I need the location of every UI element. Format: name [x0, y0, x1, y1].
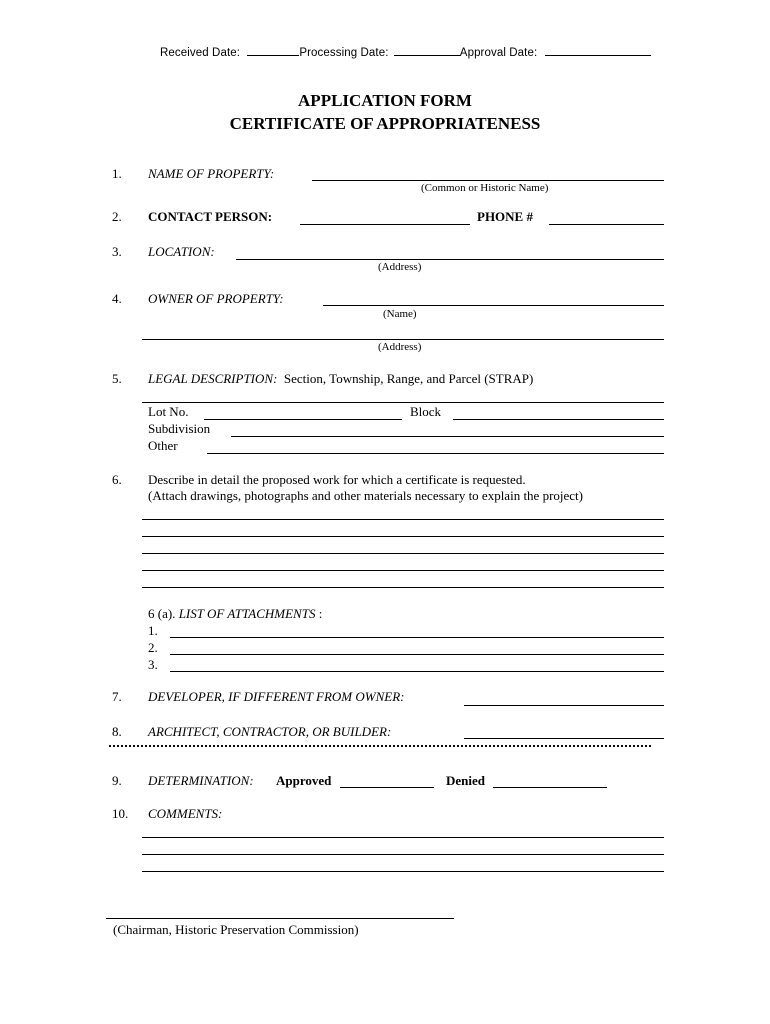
- received-date-field[interactable]: [247, 45, 299, 56]
- comments-label: COMMENTS:: [148, 806, 223, 821]
- name-caption: (Common or Historic Name): [421, 182, 549, 194]
- attachment-field-1[interactable]: [170, 637, 664, 638]
- developer-label: DEVELOPER, IF DIFFERENT FROM OWNER:: [148, 689, 405, 704]
- attachment-number-2: 2.: [148, 640, 158, 655]
- comments-line-3[interactable]: [142, 871, 664, 872]
- denied-label: Denied: [446, 773, 485, 788]
- block-label: Block: [410, 404, 442, 419]
- dotted-separator: [108, 744, 653, 748]
- location-label: LOCATION:: [148, 244, 215, 259]
- subdivision-label: Subdivision: [148, 421, 211, 436]
- owner-name-field[interactable]: [323, 305, 664, 306]
- item-number-3: 3.: [112, 244, 122, 259]
- form-subtitle: CERTIFICATE OF APPROPRIATENESS: [229, 114, 541, 133]
- item-number-5: 5.: [112, 371, 122, 386]
- proposed-work-description: Describe in detail the proposed work for which a certificate is requested.: [148, 472, 526, 487]
- legal-description-field[interactable]: [142, 402, 664, 403]
- legal-description: [148, 371, 533, 387]
- proposed-work-instructions: (Attach drawings, photographs and other materials necessary to explain the project): [148, 488, 583, 503]
- phone-label: PHONE #: [477, 209, 533, 224]
- contact-person-label: CONTACT PERSON:: [148, 209, 273, 224]
- work-line-4[interactable]: [142, 570, 664, 571]
- name-of-property-label: NAME OF PROPERTY:: [148, 166, 275, 181]
- chairman-caption: (Chairman, Historic Preservation Commission): [113, 922, 359, 937]
- work-line-1[interactable]: [142, 519, 664, 520]
- owner-address-field[interactable]: [142, 339, 664, 340]
- architect-field[interactable]: [464, 738, 664, 739]
- block-field[interactable]: [453, 419, 664, 420]
- chairman-signature-field[interactable]: [106, 918, 454, 919]
- processing-date-label: Processing Date:: [299, 47, 389, 59]
- location-field[interactable]: [236, 259, 664, 260]
- list-of-attachments-heading: [148, 606, 322, 622]
- item-number-2: 2.: [112, 209, 122, 224]
- item-number-4: 4.: [112, 291, 122, 306]
- contact-person-field[interactable]: [300, 224, 470, 225]
- owner-of-property-label: OWNER OF PROPERTY:: [148, 291, 284, 306]
- attachments-prefix: 6 (a).: [148, 606, 176, 621]
- processing-date-field[interactable]: [394, 45, 460, 56]
- name-of-property-field[interactable]: [312, 180, 664, 181]
- lot-no-field[interactable]: [204, 419, 402, 420]
- work-line-2[interactable]: [142, 536, 664, 537]
- approval-date-label: Approval Date:: [459, 47, 538, 59]
- attachment-number-1: 1.: [148, 623, 158, 638]
- phone-field[interactable]: [549, 224, 664, 225]
- denied-field[interactable]: [493, 787, 607, 788]
- item-number-7: 7.: [112, 689, 122, 704]
- item-number-9: 9.: [112, 773, 122, 788]
- item-number-1: 1.: [112, 166, 122, 181]
- other-field[interactable]: [207, 453, 664, 454]
- date-header: [160, 45, 651, 59]
- owner-name-caption: (Name): [383, 308, 417, 320]
- legal-description-label: LEGAL DESCRIPTION:: [148, 371, 278, 386]
- comments-line-1[interactable]: [142, 837, 664, 838]
- approved-label: Approved: [276, 773, 332, 788]
- item-number-6: 6.: [112, 472, 122, 487]
- item-number-8: 8.: [112, 724, 122, 739]
- work-line-5[interactable]: [142, 587, 664, 588]
- lot-no-label: Lot No.: [148, 404, 189, 419]
- architect-label: ARCHITECT, CONTRACTOR, OR BUILDER:: [148, 724, 392, 739]
- form-title: APPLICATION FORM: [298, 91, 472, 110]
- attachments-label: LIST OF ATTACHMENTS: [178, 606, 316, 621]
- developer-field[interactable]: [464, 705, 664, 706]
- subdivision-field[interactable]: [231, 436, 664, 437]
- approved-field[interactable]: [340, 787, 434, 788]
- owner-address-caption: (Address): [378, 341, 422, 353]
- approval-date-field[interactable]: [545, 45, 651, 56]
- legal-description-text: Section, Township, Range, and Parcel (STRAP): [283, 371, 534, 386]
- comments-line-2[interactable]: [142, 854, 664, 855]
- attachment-field-2[interactable]: [170, 654, 664, 655]
- other-label: Other: [148, 438, 178, 453]
- location-caption: (Address): [378, 261, 422, 273]
- attachment-field-3[interactable]: [170, 671, 664, 672]
- attachments-colon: :: [315, 606, 323, 621]
- received-date-label: Received Date:: [160, 47, 241, 59]
- attachment-number-3: 3.: [148, 657, 158, 672]
- work-line-3[interactable]: [142, 553, 664, 554]
- item-number-10: 10.: [112, 806, 129, 821]
- determination-label: DETERMINATION:: [148, 773, 254, 788]
